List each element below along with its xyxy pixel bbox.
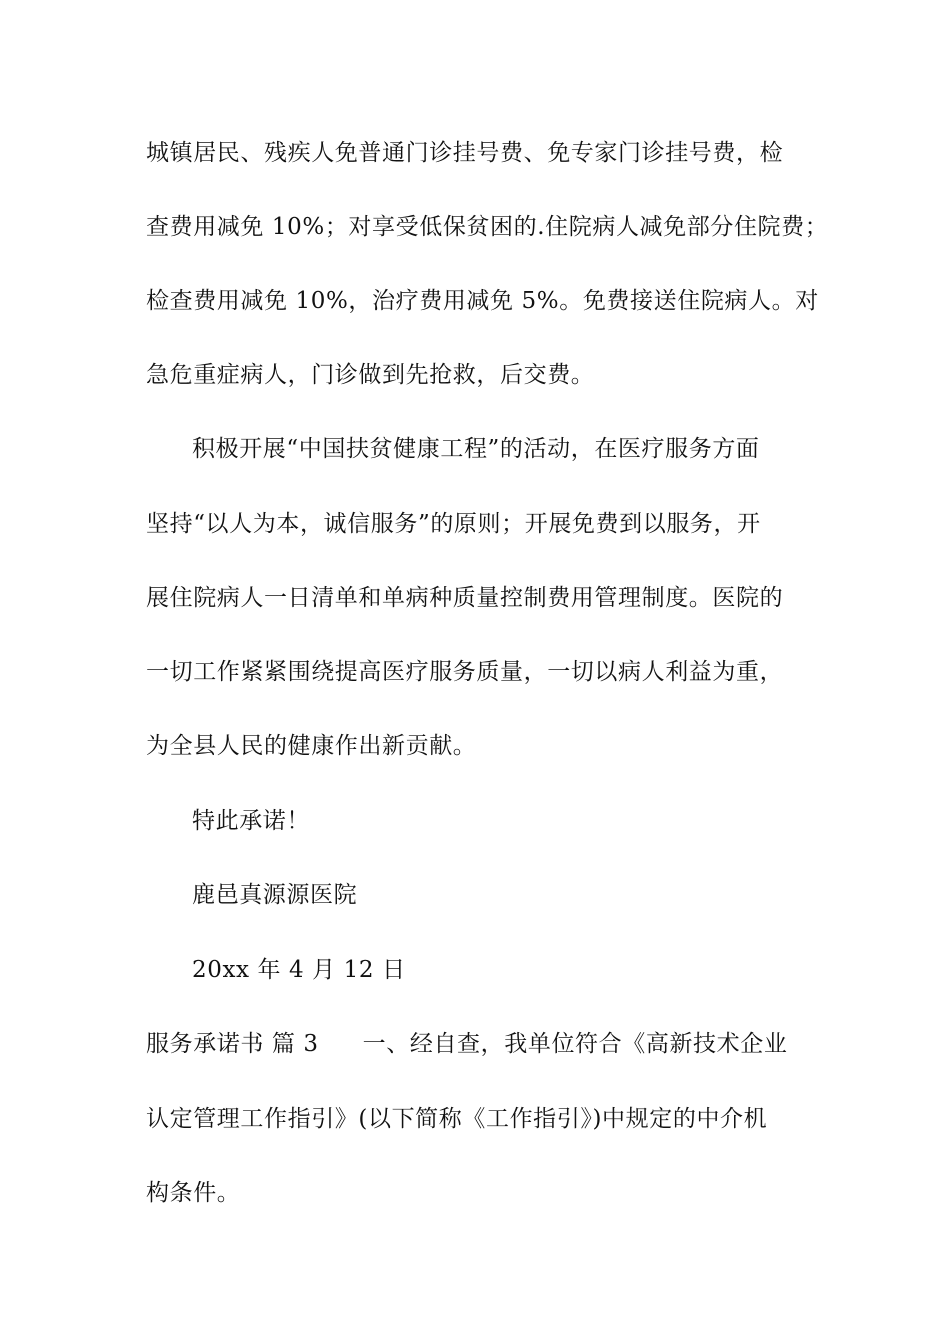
paragraph-line: 为全县人民的健康作出新贡献。 — [146, 733, 477, 759]
paragraph-line: 坚持“以人为本，诚信服务”的原则；开展免费到以服务，开 — [146, 511, 761, 537]
paragraph-line: 认定管理工作指引》(以下简称《工作指引》)中规定的中介机 — [146, 1106, 768, 1132]
paragraph-line: 检查费用减免 10%，治疗费用减免 5%。免费接送住院病人。对 — [146, 288, 819, 314]
paragraph-line: 展住院病人一日清单和单病种质量控制费用管理制度。医院的 — [146, 585, 784, 611]
paragraph-line: 城镇居民、残疾人免普通门诊挂号费、免专家门诊挂号费，检 — [146, 140, 784, 166]
section-title: 服务承诺书 篇 3 — [146, 1031, 319, 1057]
paragraph-line: 一、经自查，我单位符合《高新技术企业 — [362, 1031, 788, 1057]
paragraph-line: 查费用减免 10%；对享受低保贫困的.住院病人减免部分住院费； — [146, 214, 829, 240]
paragraph-line: 急危重症病人，门诊做到先抢救，后交费。 — [146, 362, 595, 388]
closing-statement: 特此承诺！ — [192, 808, 310, 834]
paragraph-line: 积极开展“中国扶贫健康工程”的活动，在医疗服务方面 — [192, 436, 760, 462]
signature: 鹿邑真源源医院 — [192, 882, 358, 908]
paragraph-line: 一切工作紧紧围绕提高医疗服务质量，一切以病人利益为重， — [146, 659, 784, 685]
section-heading-row — [146, 1029, 826, 1059]
date: 20xx 年 4 月 12 日 — [192, 957, 406, 983]
paragraph-line: 构条件。 — [146, 1180, 241, 1206]
